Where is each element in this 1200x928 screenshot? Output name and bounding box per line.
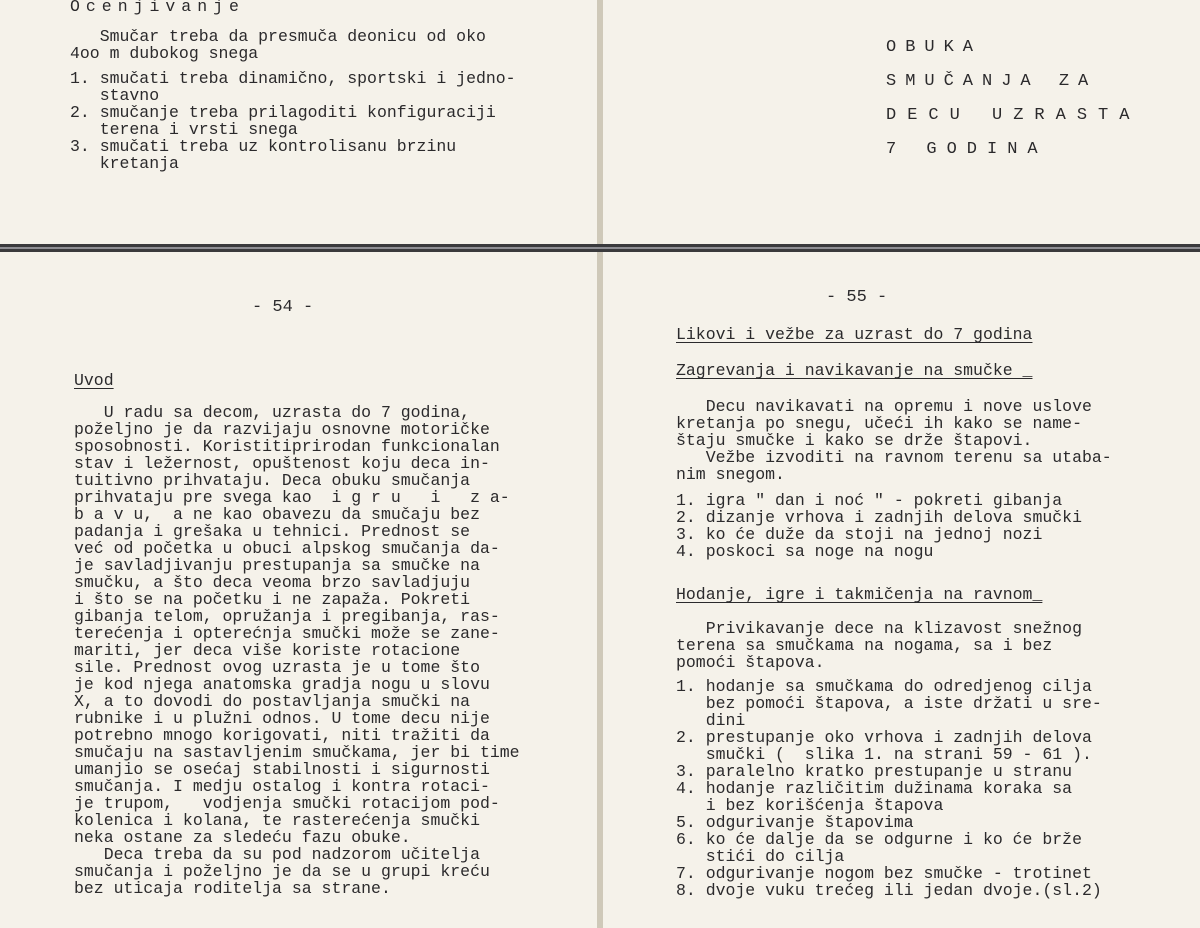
list-item: 6. ko će dalje da se odgurne i ko će brže stići do cilja <box>676 830 1082 866</box>
list-item: 8. dvoje vuku trećeg ili jedan dvoje.(sl.2) <box>676 881 1102 900</box>
list-item: 5. odgurivanje štapovima <box>676 813 914 832</box>
section-title-uvod: Uvod <box>74 371 114 390</box>
page-top-right <box>602 0 1200 244</box>
walking-paragraph: Privikavanje dece na klizavost snežnog terena sa smučkama na nogama, sa i bez pomoći štapova. <box>676 619 1082 672</box>
subheading-warmup: Zagrevanja i navikavanje na smučke _ <box>676 361 1033 380</box>
walking-list <box>676 678 1102 899</box>
page-top-left <box>0 0 598 244</box>
list-item: 1. igra " dan i noć " - pokreti gibanja <box>676 491 1063 510</box>
title-line-3: DECU UZRASTA <box>886 106 1141 125</box>
intro-paragraph: U radu sa decom, uzrasta do 7 godina, poželjno je da razvijaju osnovne motoričke sposobnosti. Koristitiprirodan funkcionalan stav i ležernost, opuštenost koju deca in- tuitivno prihvataju. Deca obuku smučanja prihvataju pre svega kao i g r u i z a- b a v u, a ne kao obavezu da smučaju bez padanja i grešaka u tehnici. Prednost se već od početka u obuci alpskog smučanja da- je savladjivanju prestupanja sa smučke na smučku, a što deca veoma brzo savladjuju i što se na početku i ne zapaža. Pokreti gibanja telom, opružanja i pregibanja, ras- terećenja i opterećnja smučki može se zane- mariti, jer deca više koriste rotacione sile. Prednost ovog uzrasta je u tome što je kod njega anatomska gradja nogu u slovu X, a to dovodi do postavljanja smučki na rubnike i u plužni odnos. U tome decu nije potrebno mnogo korigovati, niti tražiti da smučaju na sastavljenim smučkama, jer bi time umanjio se osećaj stabilnosti i sigurnosti smučanja. I medju ostalog i kontra rotaci- je trupom, vodjenja smučki rotacijom pod- kolenica i kolana, te rasterećenja smučki neka ostane za sledeću fazu obuke. Deca treba da su pod nadzorom učitelja smučanja i poželjno je da se u grupi kreću bez uticaja roditelja sa strane. <box>74 403 520 898</box>
page-54 <box>0 252 598 928</box>
intro-text <box>70 28 580 62</box>
list-item: 1. hodanje sa smučkama do odredjenog cilja bez pomoći štapova, a iste držati u sre- dini <box>676 677 1102 730</box>
page-55 <box>602 252 1200 928</box>
list-item: 1. smučati treba dinamično, sportski i jedno- stavno <box>70 69 516 105</box>
subheading-walking: Hodanje, igre i takmičenja na ravnom_ <box>676 585 1043 604</box>
gutter-bottom <box>597 252 603 928</box>
page-number: - 55 - <box>826 288 888 307</box>
title-line-4: 7 GODINA <box>886 140 1048 159</box>
list-item: 3. paralelno kratko prestupanje u stranu <box>676 762 1073 781</box>
list-item: 3. ko će duže da stoji na jednoj nozi <box>676 525 1043 544</box>
gutter-top <box>597 0 603 244</box>
page-number: - 54 - <box>252 298 314 317</box>
list-item: 4. poskoci sa noge na nogu <box>676 542 934 561</box>
section-title: Likovi i vežbe za uzrast do 7 godina <box>676 325 1033 344</box>
list-item: 3. smučati treba uz kontrolisanu brzinu kretanja <box>70 137 457 173</box>
warmup-list <box>676 492 1082 560</box>
title-line-2: SMUČANJA ZA <box>886 72 1098 91</box>
list-item: 4. hodanje različitim dužinama koraka sa i bez korišćenja štapova <box>676 779 1073 815</box>
list-item: 7. odgurivanje nogom bez smučke - trotinet <box>676 864 1092 883</box>
page-separator <box>0 244 1200 252</box>
list-item: 2. smučanje treba prilagoditi konfiguraciji terena i vrsti snega <box>70 103 496 139</box>
list-item: 2. prestupanje oko vrhova i zadnjih delova smučki ( slika 1. na strani 59 - 61 ). <box>676 728 1092 764</box>
intro-body: Smučar treba da presmuča deonicu od oko 4oo m dubokog snega <box>70 27 486 63</box>
warmup-paragraph: Decu navikavati na opremu i nove uslove kretanja po snegu, učeći ih kako se name- štaju smučke i kako se drže štapovi. Vežbe izvoditi na ravnom terenu sa utaba- nim snegom. <box>676 397 1112 484</box>
list-item: 2. dizanje vrhova i zadnjih delova smučki <box>676 508 1082 527</box>
title-line-1: OBUKA <box>886 38 983 57</box>
criteria-list <box>70 70 516 172</box>
heading-ocenjivanje: Ocenjivanje <box>70 0 245 16</box>
